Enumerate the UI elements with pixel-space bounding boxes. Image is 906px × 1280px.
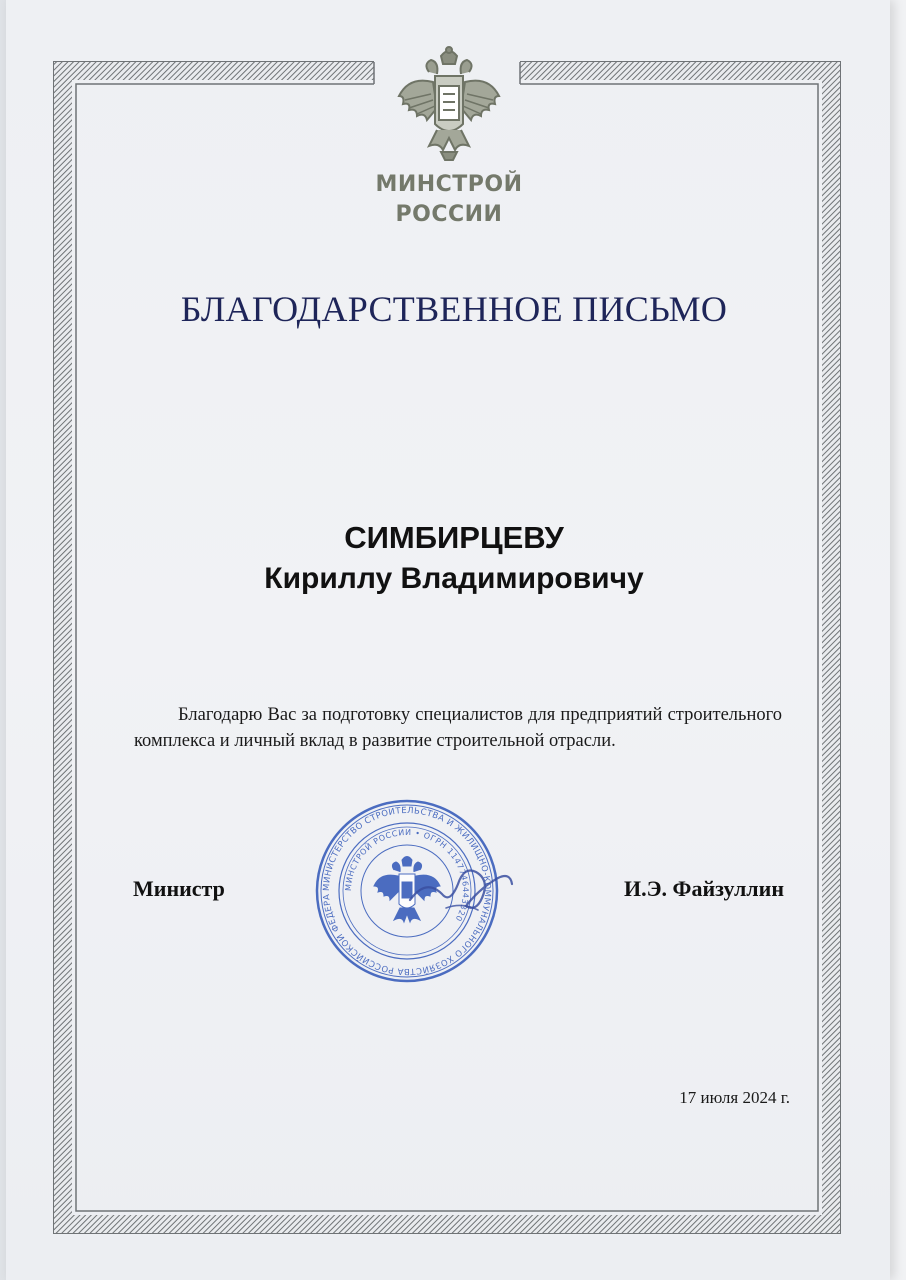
handwritten-signature bbox=[406, 848, 516, 928]
seal-inner-text: МИНСТРОЙ РОССИИ • ОГРН 1147746443320 bbox=[343, 827, 471, 924]
document-title: БЛАГОДАРСТВЕННОЕ ПИСЬМО bbox=[180, 289, 728, 329]
issue-date: 17 июля 2024 г. bbox=[679, 1088, 790, 1107]
letter-body-paragraph: Благодарю Вас за подготовку специалистов для предприятий строительного комплекса и личный вклад в развитие строительной отрасли. bbox=[134, 705, 782, 751]
recipient-surname: СИМБИРЦЕВУ bbox=[344, 520, 564, 555]
certificate-sheet bbox=[6, 0, 890, 1280]
recipient-given-names: Кириллу Владимировичу bbox=[264, 562, 644, 595]
letter-body bbox=[134, 702, 782, 754]
signatory-position: Министр bbox=[133, 876, 225, 901]
double-headed-eagle-emblem-icon bbox=[395, 46, 503, 164]
seal-outer-text: МИНИСТЕРСТВО СТРОИТЕЛЬСТВА И ЖИЛИЩНО-КОММУНАЛЬНОГО ХОЗЯЙСТВА РОССИЙСКОЙ ФЕДЕРА bbox=[321, 805, 493, 977]
ministry-logo-text bbox=[311, 170, 587, 230]
decorative-border bbox=[52, 60, 842, 1235]
logo-line-1: МИНСТРОЙ bbox=[375, 172, 523, 197]
signatory-name: И.Э. Файзуллин bbox=[624, 876, 784, 901]
logo-line-2: РОССИИ bbox=[395, 202, 503, 227]
